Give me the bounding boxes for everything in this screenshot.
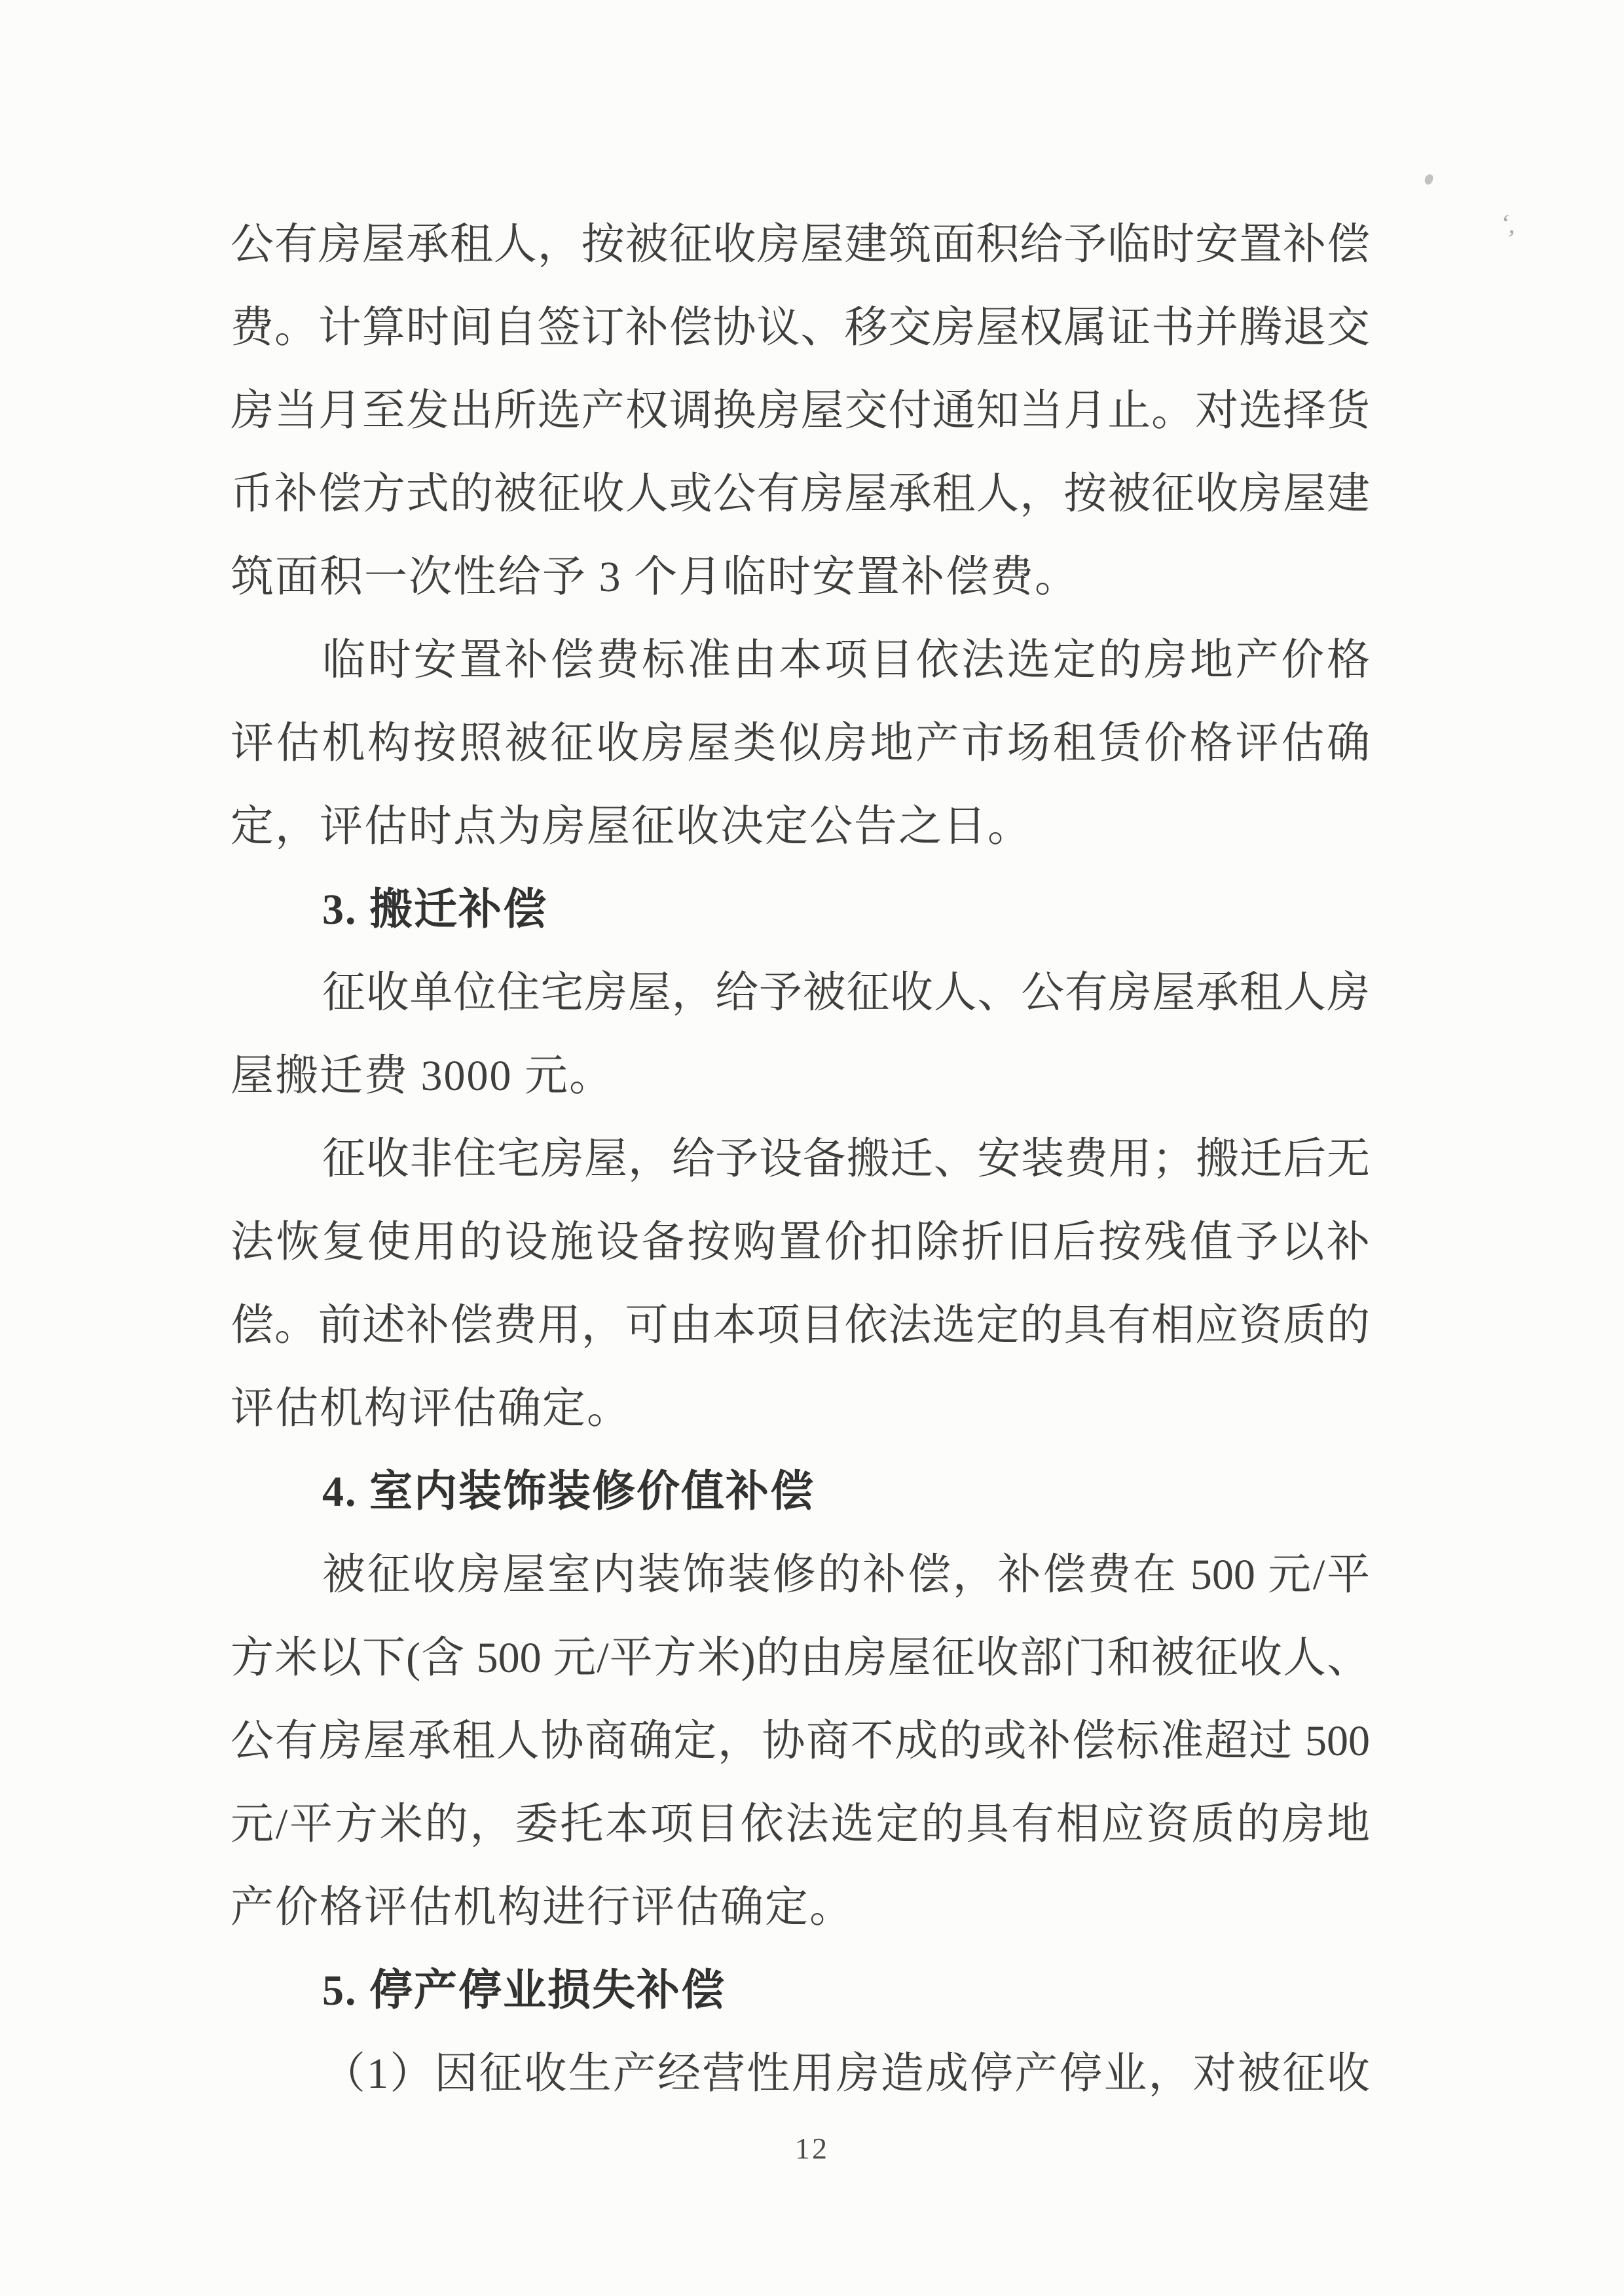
section-heading: 3. 搬迁补偿: [322, 886, 547, 934]
text-line: 房当月至发出所选产权调换房屋交付通知当月止。对选择货: [231, 387, 1370, 435]
section-heading: 5. 停产停业损失补偿: [322, 1967, 726, 2014]
text-block: [231, 203, 1370, 2115]
text-line: 评估机构评估确定。: [231, 1385, 631, 1432]
text-line: 元/平方米的，委托本项目依法选定的具有相应资质的房地: [231, 1800, 1370, 1848]
scan-quote-artifact: ‘,: [1499, 208, 1519, 240]
section-heading: 4. 室内装饰装修价值补偿: [322, 1468, 815, 1516]
text-line: 法恢复使用的设施设备按购置价扣除折旧后按残值予以补: [231, 1218, 1370, 1266]
text-line: 筑面积一次性给予 3 个月临时安置补偿费。: [231, 553, 1079, 601]
text-line: 被征收房屋室内装饰装修的补偿，补偿费在 500 元/平: [322, 1551, 1370, 1599]
text-line: 公有房屋承租人协商确定，协商不成的或补偿标准超过 500: [231, 1717, 1370, 1765]
text-line: 临时安置补偿费标准由本项目依法选定的房地产价格: [322, 636, 1370, 684]
text-line: （1）因征收生产经营性用房造成停产停业，对被征收: [322, 2050, 1370, 2098]
text-line: 方米以下(含 500 元/平方米)的由房屋征收部门和被征收人、: [231, 1634, 1370, 1682]
text-line: 偿。前述补偿费用，可由本项目依法选定的具有相应资质的: [231, 1302, 1370, 1349]
text-line: 征收非住宅房屋，给予设备搬迁、安装费用；搬迁后无: [322, 1135, 1370, 1183]
scan-speck-artifact: [1424, 173, 1433, 185]
page-number: 12: [795, 2132, 829, 2165]
text-line: 币补偿方式的被征收人或公有房屋承租人，按被征收房屋建: [231, 470, 1370, 518]
text-line: 评估机构按照被征收房屋类似房地产市场租赁价格评估确: [231, 720, 1370, 767]
text-line: 屋搬迁费 3000 元。: [231, 1052, 614, 1100]
text-line: 产价格评估机构进行评估确定。: [231, 1884, 854, 1931]
text-line: 征收单位住宅房屋，给予被征收人、公有房屋承租人房: [322, 969, 1370, 1017]
text-line: 公有房屋承租人，按被征收房屋建筑面积给予临时安置补偿: [231, 221, 1370, 268]
text-line: 费。计算时间自签订补偿协议、移交房屋权属证书并腾退交: [231, 304, 1370, 352]
text-line: 定，评估时点为房屋征收决定公告之日。: [231, 803, 1032, 850]
